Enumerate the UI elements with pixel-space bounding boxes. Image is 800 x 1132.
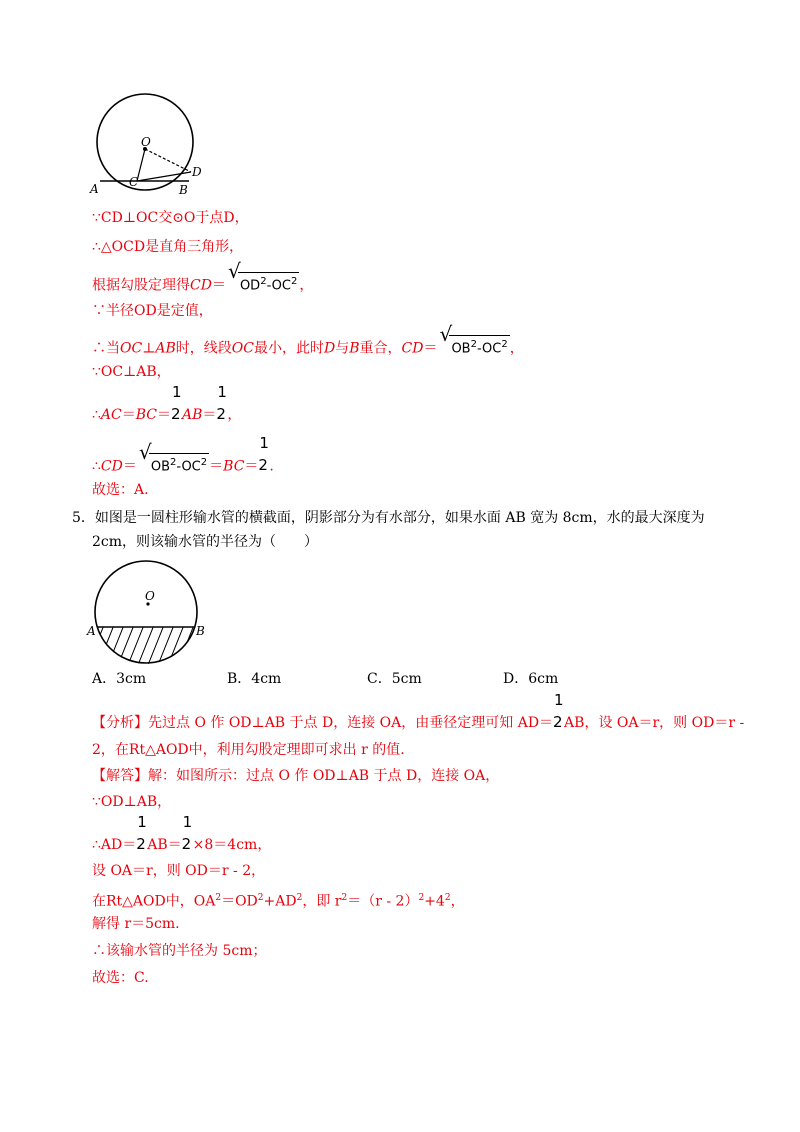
text: D [323,340,336,357]
text: 2 [181,835,192,853]
solution-line-4: ∵半径OD是定值， [92,303,213,319]
text: 2 [444,893,451,903]
text: 2 [170,457,177,468]
text: OC [231,340,254,357]
label-c: C [129,175,139,189]
solution-line-5 [92,322,524,358]
text: AB＝ [147,837,182,853]
text: ， [299,277,314,294]
text: ， [509,340,524,357]
text: 1 [182,813,193,831]
answer-line-2: ∵OD⊥AB， [92,794,172,810]
fraction-half [258,434,269,475]
text: 2 [418,893,425,903]
text: ∴当 [92,340,120,357]
fraction-half [553,691,564,732]
text: ＝ [244,458,259,475]
text: -OC [176,459,201,475]
text: ＝（r - 2） [347,893,419,910]
question-5-line-2: 2cm，则该输水管的半径为（ ） [92,534,319,550]
label-a: A [90,182,99,196]
text: ∴ [92,407,101,423]
text: 1 [259,434,269,453]
label-a: A [87,624,96,638]
figure-pipe-cross-section [86,560,216,668]
label-b: B [196,624,205,638]
answer-line-1: 【解答】解：如图所示：过点 O 作 OD⊥AB 于点 D，连接 OA， [92,768,500,784]
text: 1 [137,813,147,831]
sqrt-expression: √ $OD^2-OC^2$ [227,259,298,294]
text: OC⊥AB [120,340,176,357]
text: 2 [296,893,303,903]
text: -OC [266,278,291,294]
text: 2 [260,276,267,287]
answer-line-4: 设 OA＝r，则 OD＝r - 2， [92,863,266,879]
fraction-half [136,813,147,854]
option-b[interactable]: B．4cm [227,671,282,687]
text: 2 [501,339,508,350]
option-a[interactable]: A．3cm [92,671,147,687]
text: ＝ [157,407,172,423]
answer-line-5 [92,889,465,911]
sqrt-expression: √ $OB^2-OC^2$ [439,322,508,357]
sqrt-expression: √ $OB^2-OC^2$ [138,440,208,475]
text: ×8＝4cm， [192,837,272,853]
text: CD [401,340,424,357]
text: 2 [216,405,226,423]
analysis-line-1 [92,691,745,732]
text: 根据勾股定理得 [92,277,190,294]
solution-line-9: 故选：A. [92,482,149,498]
text: ＝ [122,458,137,475]
solution-line-1: ∵CD⊥OC交⊙O于点D， [92,210,249,226]
label-o: O [145,589,155,603]
text: ， [227,407,242,423]
text: CD [100,458,123,475]
text: OB [150,459,171,475]
text: AC [100,407,122,423]
label-b: B [179,183,188,197]
text: 2 [470,339,477,350]
text: . [269,458,274,475]
text: CD [190,277,212,294]
text: OB [451,341,471,357]
answer-line-6: 解得 r＝5cm. [92,916,180,932]
text: ＝OD [221,893,258,910]
analysis-line-2: 2，在Rt△AOD中，利用勾股定理即可求出 r 的值. [92,742,405,758]
text: ＝ [121,407,136,423]
solution-line-3 [92,259,314,295]
text: 在Rt△AOD中，OA [92,893,216,910]
text: ＝ [211,277,226,294]
text: 2 [200,457,208,468]
solution-line-8 [92,434,274,476]
text: +4 [424,893,445,910]
answer-line-3 [92,813,272,854]
text: 时，线段 [175,340,232,357]
text: BC [135,407,158,423]
text: ＝ [202,407,217,423]
fraction-half [216,383,227,424]
text: 2 [171,405,181,423]
answer-line-7: ∴该输水管的半径为 5cm； [92,943,267,959]
text: 1 [554,691,564,709]
text: 与 [335,340,350,357]
text: 2 [553,713,563,731]
option-c[interactable]: C．5cm [367,671,422,687]
text: 最小，此时 [253,340,324,357]
text: OD [239,278,261,294]
text: +AD [263,893,297,910]
text: ∴AD＝ [92,837,137,853]
text: 1 [217,383,227,401]
option-d[interactable]: D．6cm [503,671,559,687]
solution-line-7 [92,383,242,424]
text: ＝ [209,458,224,475]
fraction-half [171,383,182,424]
solution-line-6: ∵OC⊥AB， [92,364,171,380]
text: BC [223,458,245,475]
text: ， [450,893,465,910]
text: 2 [257,893,264,903]
text: 2 [136,835,146,853]
text: AB，设 OA＝r，则 OD＝r - [564,715,745,731]
text: AB [182,407,203,423]
answer-line-8: 故选：C. [92,970,149,986]
label-d: D [192,165,202,179]
figure-circle-ocd [88,92,218,202]
solution-line-2: ∴△OCD是直角三角形， [92,239,244,255]
text: ＝ [423,340,438,357]
fraction-half [181,813,193,854]
label-o: O [141,135,151,149]
text: 2 [215,893,222,903]
text: ，即 r [302,893,342,910]
text: 1 [172,383,182,401]
text: 重合， [359,340,402,357]
text: 【分析】先过点 O 作 OD⊥AB 于点 D，连接 OA，由垂径定理可知 AD＝ [92,715,554,731]
text: -OC [476,341,502,357]
text: 2 [290,276,298,287]
question-5-line-1: 5．如图是一圆柱形输水管的横截面，阴影部分为有水部分，如果水面 AB 宽为 8cm，水的最大深度为 [72,510,705,526]
text: 2 [341,893,348,903]
text: 2 [258,456,268,475]
text: B [349,340,360,357]
text: ∴ [92,458,101,475]
